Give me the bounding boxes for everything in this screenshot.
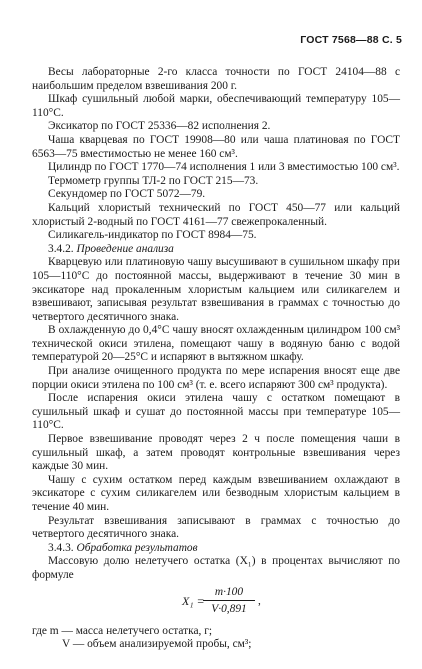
page-header: ГОСТ 7568—88 С. 5	[300, 34, 402, 46]
paragraph-mass-fraction: Массовую долю нелетучего остатка (X₁) в процентах вычисляют по формуле	[32, 555, 400, 581]
formula-denominator: V·0,891	[211, 602, 247, 615]
paragraph-desiccator: Эксикатор по ГОСТ 25336—82 исполнения 2.	[48, 120, 271, 133]
section-heading-342	[32, 243, 400, 257]
paragraph-dish-drying: Кварцевую или платиновую чашу высушивают в сушильном шкафу при 105—110°С до постоянной массы, выдерживают в течение 30 мин в эксикаторе над прокаленным хлористым кальцием или силикагелем и взвешивают, записывая результат взвешивания в граммах с точностью до четвертого десятичного знака.	[32, 256, 400, 323]
paragraph-stopwatch: Секундомер по ГОСТ 5072—79.	[48, 188, 206, 201]
section-title-342: Проведение анализа	[76, 242, 174, 255]
paragraph-scales: Весы лабораторные 2-го класса точности по ГОСТ 24104—88 с наибольшим пределом взвешивания 200 г.	[32, 66, 400, 92]
formula-lhs: X₁ =	[182, 593, 205, 608]
paragraph-weighing-result: Результат взвешивания записывают в граммах с точностью до четвертого десятичного знака.	[32, 514, 400, 541]
paragraph-dish: Чаша кварцевая по ГОСТ 19908—80 или чаша платиновая по ГОСТ 6563—75 вместимостью не менее 160 см³.	[32, 133, 400, 160]
where-line-volume: V — объем анализируемой пробы, см³;	[62, 638, 252, 651]
paragraph-cooling: Чашу с сухим остатком перед каждым взвешиванием охлаждают в эксикаторе с сухим силикагелем или безводным хлористым кальцием в течение 40 мин.	[32, 473, 400, 513]
formula	[32, 584, 400, 622]
paragraph-purified-product: При анализе очищенного продукта по мере испарения вносят еще две порции окиси этилена по 100 см³ (т. е. всего испаряют 300 см³ продукта).	[32, 365, 400, 391]
formula-fraction	[203, 585, 255, 616]
section-heading-343	[32, 542, 400, 556]
formula-tail: ,	[258, 594, 261, 607]
section-number-342: 3.4.2.	[48, 242, 74, 255]
paragraph-oven: Шкаф сушильный любой марки, обеспечивающий температуру 105—110°С.	[32, 93, 400, 119]
fraction-bar	[203, 600, 255, 601]
paragraph-calcium-chloride: Кальций хлористый технический по ГОСТ 450—77 или кальций хлористый 2-водный по ГОСТ 4161—77 свежепрокаленный.	[32, 201, 400, 228]
document-body	[32, 66, 400, 652]
paragraph-after-evaporation: После испарения окиси этилена чашу с остатком помещают в сушильный шкаф и сушат до постоянной массы при температуре 105—110°С.	[32, 392, 400, 432]
where-line-mass: где m — масса нелетучего остатка, г;	[32, 624, 213, 637]
section-title-343: Обработка результатов	[76, 541, 198, 554]
paragraph-cylinder: Цилиндр по ГОСТ 1770—74 исполнения 1 или 3 вместимостью 100 см³.	[48, 161, 400, 174]
paragraph-cooled-dish: В охлажденную до 0,4°С чашу вносят охлажденным цилиндром 100 см³ технической окиси этилена, помещают чашу в водяную баню с водой температурой 20—25°С и испаряют в вытяжном шкафу.	[32, 324, 400, 364]
section-number-343: 3.4.3.	[48, 541, 74, 554]
paragraph-thermometer: Термометр группы ТЛ-2 по ГОСТ 215—73.	[48, 174, 259, 187]
formula-numerator: m·100	[214, 585, 244, 598]
paragraph-first-weighing: Первое взвешивание проводят через 2 ч после помещения чаши в сушильный шкаф, а затем проводят контрольные взвешивания через каждые 30 мин.	[32, 433, 400, 473]
paragraph-silica-gel: Силикагель-индикатор по ГОСТ 8984—75.	[48, 229, 257, 242]
